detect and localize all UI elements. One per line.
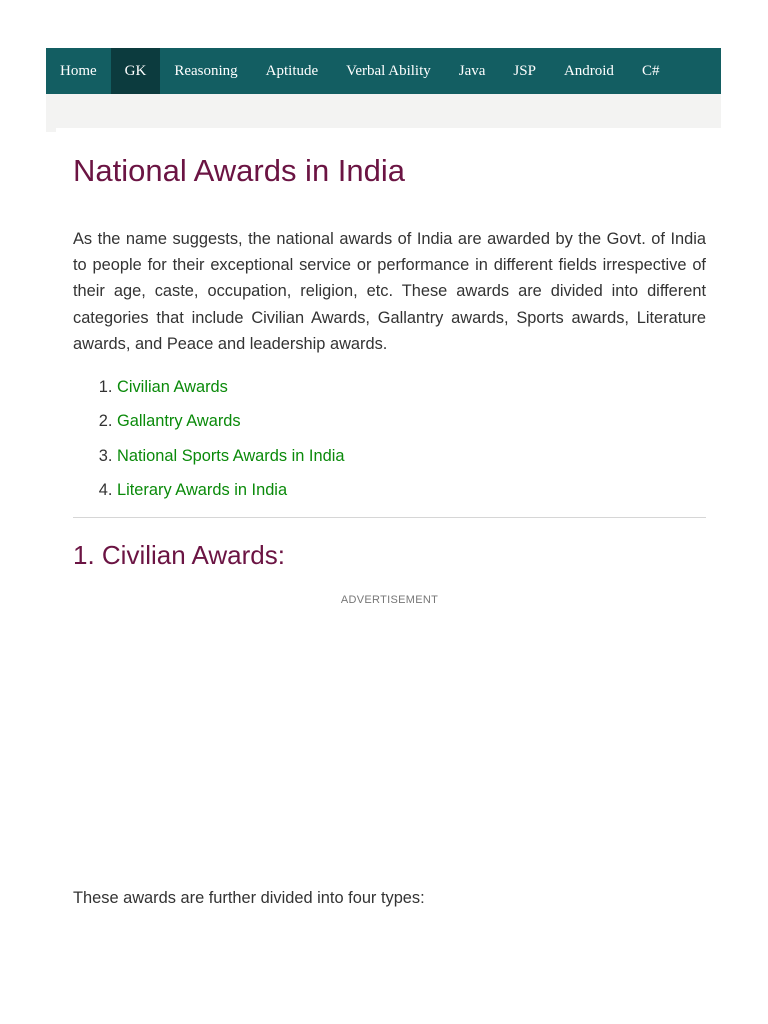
toc-link-civilian-awards[interactable]: Civilian Awards [117,378,228,397]
toc-item [117,377,706,397]
nav-item-jsp[interactable]: JSP [513,62,536,79]
types-paragraph: These awards are further divided into four types: [73,888,425,907]
advertisement-slot [73,606,706,886]
top-navigation-bar [46,48,721,94]
section-divider [73,517,706,518]
article-content [73,150,706,910]
toc-item [117,411,706,431]
toc-item [117,446,706,466]
toc-item [117,480,706,500]
nav-item-aptitude[interactable]: Aptitude [265,62,319,79]
nav-item-csharp[interactable]: C# [641,62,660,79]
toc-link-national-sports-awards[interactable]: National Sports Awards in India [117,446,345,465]
nav-item-java[interactable]: Java [458,62,486,79]
section-heading-civilian-awards: 1. Civilian Awards: [73,539,285,570]
advertisement-label: ADVERTISEMENT [340,593,439,606]
table-of-contents [73,377,706,500]
nav-item-android[interactable]: Android [563,62,614,79]
sub-navigation-bar [46,94,721,128]
nav-item-verbal-ability[interactable]: Verbal Ability [346,62,431,79]
page-title: National Awards in India [73,153,406,188]
toc-link-gallantry-awards[interactable]: Gallantry Awards [117,412,241,431]
nav-item-reasoning[interactable]: Reasoning [174,62,238,79]
intro-paragraph: As the name suggests, the national awards of India are awarded by the Govt. of India to people for their exceptional service or performance in different fields irrespective of their age, caste, occupation, religion, etc. These awards are divided into different categories that include Civilian Awards, Gallantry awards, Sports awards, Literature awards, and Peace and leadership awards. [73,230,706,353]
nav-item-home[interactable]: Home [60,62,97,79]
sub-navigation-edge [46,128,56,132]
toc-link-literary-awards[interactable]: Literary Awards in India [117,480,288,499]
nav-item-gk[interactable]: GK [111,48,161,94]
